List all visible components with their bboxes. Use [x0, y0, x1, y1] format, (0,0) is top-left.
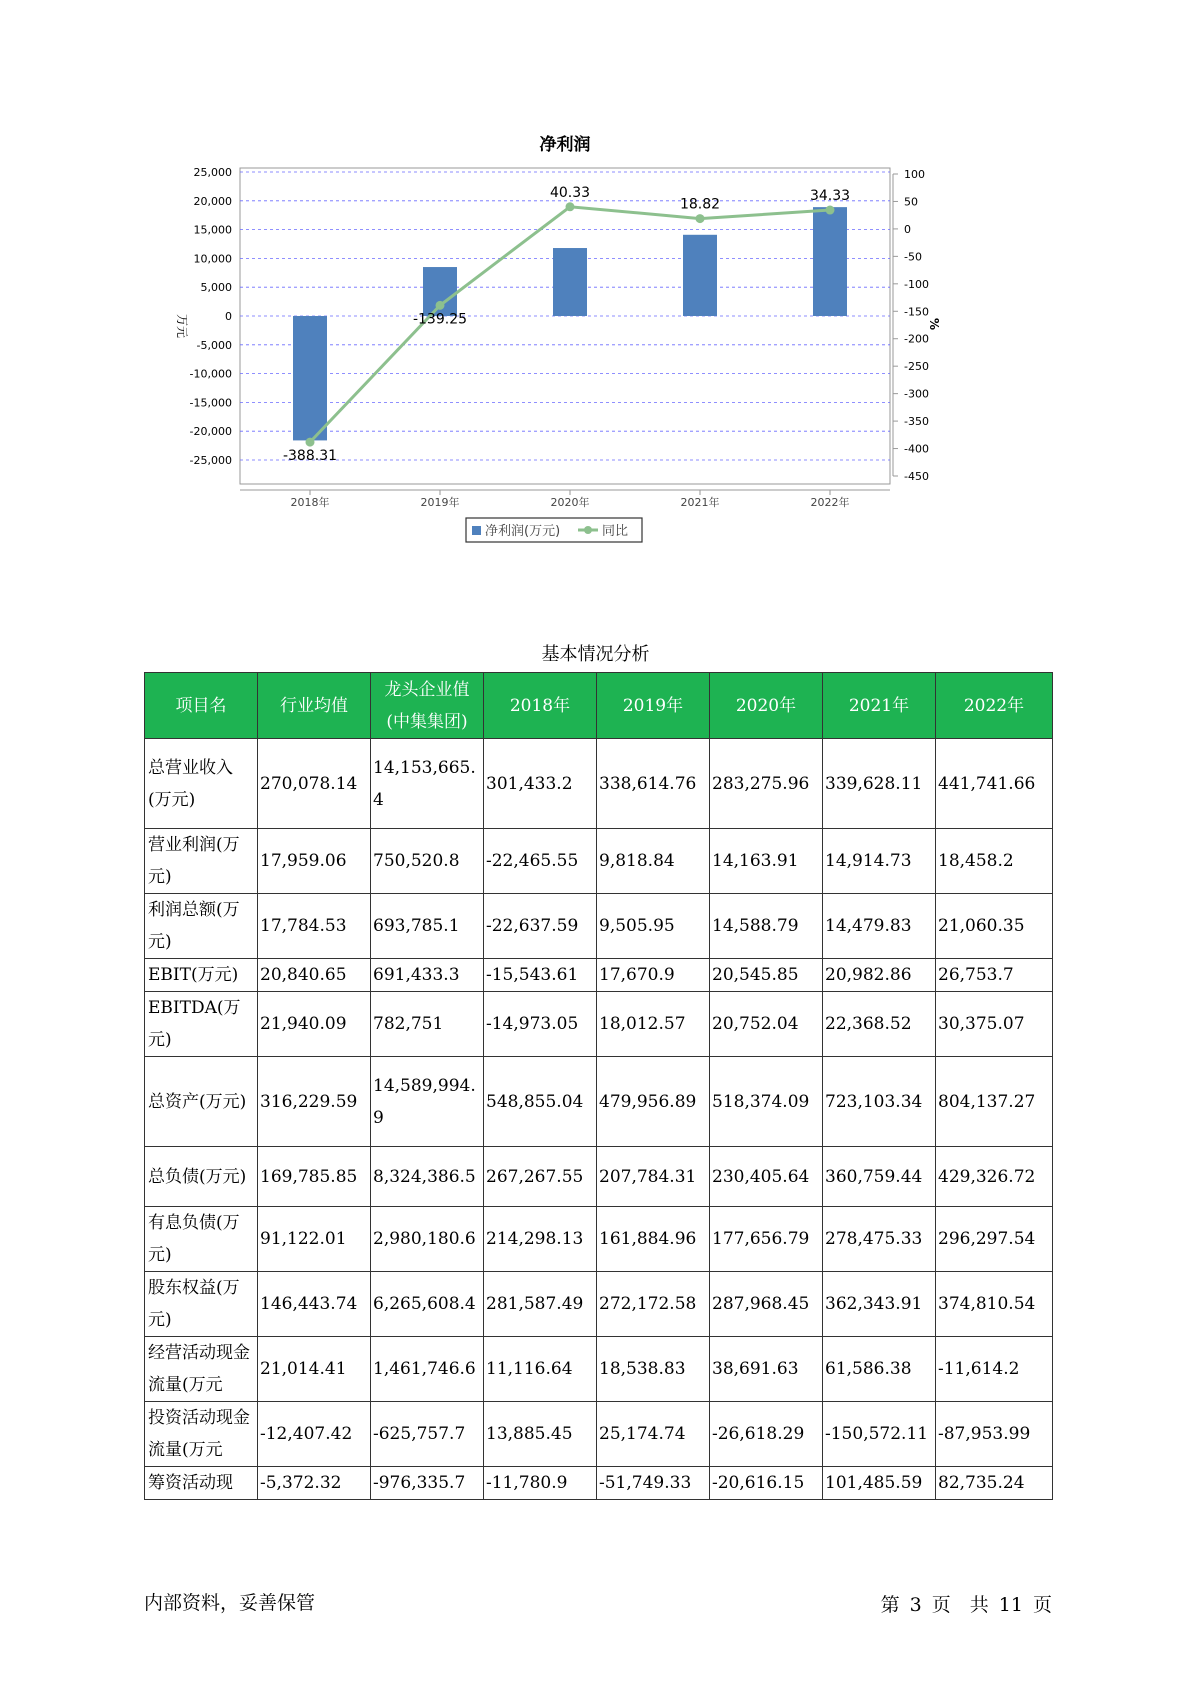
table-cell: 61,586.38	[823, 1337, 936, 1402]
row-label: 总负债(万元)	[145, 1147, 258, 1207]
table-cell: 14,589,994.9	[371, 1057, 484, 1147]
yoy-point	[436, 301, 445, 310]
y-tick-label: 10,000	[193, 252, 232, 266]
y2-tick-label: -100	[904, 277, 929, 291]
y2-tick-label: -450	[904, 470, 929, 483]
table-cell: 20,840.65	[258, 959, 371, 992]
table-row	[145, 739, 1053, 829]
table-row	[145, 1272, 1053, 1337]
table-cell: 207,784.31	[597, 1147, 710, 1207]
table-cell: 38,691.63	[710, 1337, 823, 1402]
table-header-cell: 2019年	[597, 673, 710, 739]
row-label: 股东权益(万元)	[145, 1272, 258, 1337]
row-label: 筹资活动现	[145, 1467, 258, 1500]
table-cell: 21,940.09	[258, 992, 371, 1057]
y2-tick-label: 100	[904, 168, 925, 181]
basic-analysis-table	[144, 672, 1053, 1500]
x-tick-label: 2022年	[810, 496, 850, 509]
table-cell: 548,855.04	[484, 1057, 597, 1147]
data-label: 34.33	[809, 188, 851, 205]
table-cell: 804,137.27	[936, 1057, 1053, 1147]
table-cell: -22,465.55	[484, 829, 597, 894]
table-cell: 287,968.45	[710, 1272, 823, 1337]
table-cell: 25,174.74	[597, 1402, 710, 1467]
row-label: 总资产(万元)	[145, 1057, 258, 1147]
y-tick-label: 0	[225, 310, 232, 323]
y-axis-label: 万元	[175, 313, 189, 339]
table-header-cell: 龙头企业值(中集集团)	[371, 673, 484, 739]
table-cell: 214,298.13	[484, 1207, 597, 1272]
table-cell: 14,163.91	[710, 829, 823, 894]
table-cell: 301,433.2	[484, 739, 597, 829]
table-cell: 14,479.83	[823, 894, 936, 959]
footer-note: 内部资料，妥善保管	[144, 1592, 316, 1614]
table-header-cell: 项目名	[145, 673, 258, 739]
table-cell: 26,753.7	[936, 959, 1053, 992]
table-cell: 82,735.24	[936, 1467, 1053, 1500]
table-caption: 基本情况分析	[541, 644, 650, 665]
table-cell: 374,810.54	[936, 1272, 1053, 1337]
y2-tick-label: -400	[904, 442, 929, 456]
table-cell: -5,372.32	[258, 1467, 371, 1500]
bar	[553, 248, 587, 316]
table-cell: 339,628.11	[823, 739, 936, 829]
table-cell: 22,368.52	[823, 992, 936, 1057]
yoy-point	[306, 438, 315, 447]
table-cell: 1,461,746.6	[371, 1337, 484, 1402]
x-tick-label: 2021年	[680, 496, 720, 509]
table-cell: 362,343.91	[823, 1272, 936, 1337]
table-cell: 316,229.59	[258, 1057, 371, 1147]
table-header-cell: 2018年	[484, 673, 597, 739]
table-cell: 230,405.64	[710, 1147, 823, 1207]
row-label: 投资活动现金流量(万元	[145, 1402, 258, 1467]
y2-tick-label: -300	[904, 387, 929, 401]
table-cell: -11,614.2	[936, 1337, 1053, 1402]
table-cell: -22,637.59	[484, 894, 597, 959]
table-cell: 283,275.96	[710, 739, 823, 829]
table-cell: 723,103.34	[823, 1057, 936, 1147]
table-header-cell: 2022年	[936, 673, 1053, 739]
table-cell: -87,953.99	[936, 1402, 1053, 1467]
table-cell: 441,741.66	[936, 739, 1053, 829]
row-label: 有息负债(万元)	[145, 1207, 258, 1272]
table-cell: 20,982.86	[823, 959, 936, 992]
table-row	[145, 1147, 1053, 1207]
table-cell: -26,618.29	[710, 1402, 823, 1467]
y2-tick-label: -150	[904, 305, 929, 319]
table-cell: -976,335.7	[371, 1467, 484, 1500]
data-label: -388.31	[282, 448, 338, 465]
table-cell: 691,433.3	[371, 959, 484, 992]
plot-frame	[240, 168, 890, 484]
table-cell: 267,267.55	[484, 1147, 597, 1207]
table-cell: 14,588.79	[710, 894, 823, 959]
table-cell: 101,485.59	[823, 1467, 936, 1500]
table-cell: 21,014.41	[258, 1337, 371, 1402]
table-cell: 9,818.84	[597, 829, 710, 894]
table-cell: 281,587.49	[484, 1272, 597, 1337]
table-cell: 17,670.9	[597, 959, 710, 992]
table-cell: 91,122.01	[258, 1207, 371, 1272]
table-row	[145, 1207, 1053, 1272]
yoy-point	[696, 214, 705, 223]
y2-tick-label: 0	[904, 222, 911, 236]
x-tick-label: 2018年	[290, 496, 330, 509]
row-label: 营业利润(万元)	[145, 829, 258, 894]
table-cell: 18,012.57	[597, 992, 710, 1057]
table-cell: 272,172.58	[597, 1272, 710, 1337]
y-tick-label: 5,000	[200, 281, 232, 295]
y-tick-label: -15,000	[189, 396, 232, 410]
table-cell: 169,785.85	[258, 1147, 371, 1207]
table-cell: -15,543.61	[484, 959, 597, 992]
bar	[293, 316, 327, 440]
y2-tick-label: -200	[904, 332, 929, 346]
y-tick-label: 25,000	[193, 166, 232, 179]
table-row	[145, 992, 1053, 1057]
y2-tick-label: -250	[904, 360, 929, 374]
y2-tick-label: -350	[904, 415, 929, 429]
y-tick-label: -20,000	[189, 425, 232, 439]
bar	[683, 235, 717, 316]
table-row	[145, 1337, 1053, 1402]
table-header-cell: 2021年	[823, 673, 936, 739]
y2-tick-label: 50	[904, 195, 918, 209]
table-row	[145, 1057, 1053, 1147]
net-profit-chart	[170, 130, 1000, 600]
table-cell: 518,374.09	[710, 1057, 823, 1147]
table-cell: -11,780.9	[484, 1467, 597, 1500]
table-cell: 17,784.53	[258, 894, 371, 959]
table-cell: 13,885.45	[484, 1402, 597, 1467]
table-cell: 479,956.89	[597, 1057, 710, 1147]
table-cell: 8,324,386.5	[371, 1147, 484, 1207]
row-label: EBIT(万元)	[145, 959, 258, 992]
table-cell: -51,749.33	[597, 1467, 710, 1500]
data-label: 18.82	[679, 196, 721, 213]
table-cell: 270,078.14	[258, 739, 371, 829]
table-cell: 782,751	[371, 992, 484, 1057]
table-row	[145, 1467, 1053, 1500]
table-cell: 177,656.79	[710, 1207, 823, 1272]
table-cell: 161,884.96	[597, 1207, 710, 1272]
legend-line-label: 同比	[602, 524, 629, 539]
row-label: 利润总额(万元)	[145, 894, 258, 959]
table-header-cell: 行业均值	[258, 673, 371, 739]
table-cell: 6,265,608.4	[371, 1272, 484, 1337]
table-cell: 11,116.64	[484, 1337, 597, 1402]
table-cell: 20,545.85	[710, 959, 823, 992]
table-cell: 2,980,180.6	[371, 1207, 484, 1272]
chart-title: 净利润	[539, 135, 591, 155]
table-cell: 18,538.83	[597, 1337, 710, 1402]
table-cell: 21,060.35	[936, 894, 1053, 959]
yoy-point	[826, 206, 835, 215]
y-tick-label: -25,000	[189, 454, 232, 467]
yoy-point	[566, 202, 575, 211]
table-cell: 278,475.33	[823, 1207, 936, 1272]
table-row	[145, 959, 1053, 992]
x-tick-label: 2020年	[550, 496, 590, 509]
table-cell: 17,959.06	[258, 829, 371, 894]
bar	[813, 207, 847, 316]
table-cell: -150,572.11	[823, 1402, 936, 1467]
table-cell: 146,443.74	[258, 1272, 371, 1337]
table-cell: 18,458.2	[936, 829, 1053, 894]
table-cell: 30,375.07	[936, 992, 1053, 1057]
y-tick-label: 20,000	[193, 194, 232, 208]
yoy-line	[310, 207, 830, 442]
table-header-cell: 2020年	[710, 673, 823, 739]
table-cell: 9,505.95	[597, 894, 710, 959]
table-header-row	[145, 673, 1053, 739]
data-label: -139.25	[412, 311, 468, 328]
table-cell: 750,520.8	[371, 829, 484, 894]
row-label: EBITDA(万元)	[145, 992, 258, 1057]
table-cell: -20,616.15	[710, 1467, 823, 1500]
x-tick-label: 2019年	[420, 496, 460, 509]
table-row	[145, 894, 1053, 959]
y-tick-label: 15,000	[193, 223, 232, 237]
table-row	[145, 829, 1053, 894]
table-cell: 20,752.04	[710, 992, 823, 1057]
table-row	[145, 1402, 1053, 1467]
y2-axis-label: %	[927, 317, 941, 331]
row-label: 经营活动现金流量(万元	[145, 1337, 258, 1402]
table-cell: 360,759.44	[823, 1147, 936, 1207]
row-label: 总营业收入(万元)	[145, 739, 258, 829]
y-tick-label: -10,000	[189, 367, 232, 381]
legend-bar-swatch	[472, 526, 481, 535]
legend-line-marker	[584, 526, 592, 534]
legend-bar-label: 净利润(万元)	[485, 524, 561, 539]
page-number: 第 3 页 共 11 页	[880, 1594, 1052, 1616]
table-cell: 693,785.1	[371, 894, 484, 959]
data-label: 40.33	[549, 184, 591, 201]
table-cell: 296,297.54	[936, 1207, 1053, 1272]
table-cell: 14,914.73	[823, 829, 936, 894]
table-cell: 429,326.72	[936, 1147, 1053, 1207]
table-cell: -14,973.05	[484, 992, 597, 1057]
table-cell: -12,407.42	[258, 1402, 371, 1467]
table-cell: 338,614.76	[597, 739, 710, 829]
table-cell: -625,757.7	[371, 1402, 484, 1467]
table-cell: 14,153,665.4	[371, 739, 484, 829]
y2-tick-label: -50	[904, 250, 922, 264]
y-tick-label: -5,000	[196, 338, 232, 352]
